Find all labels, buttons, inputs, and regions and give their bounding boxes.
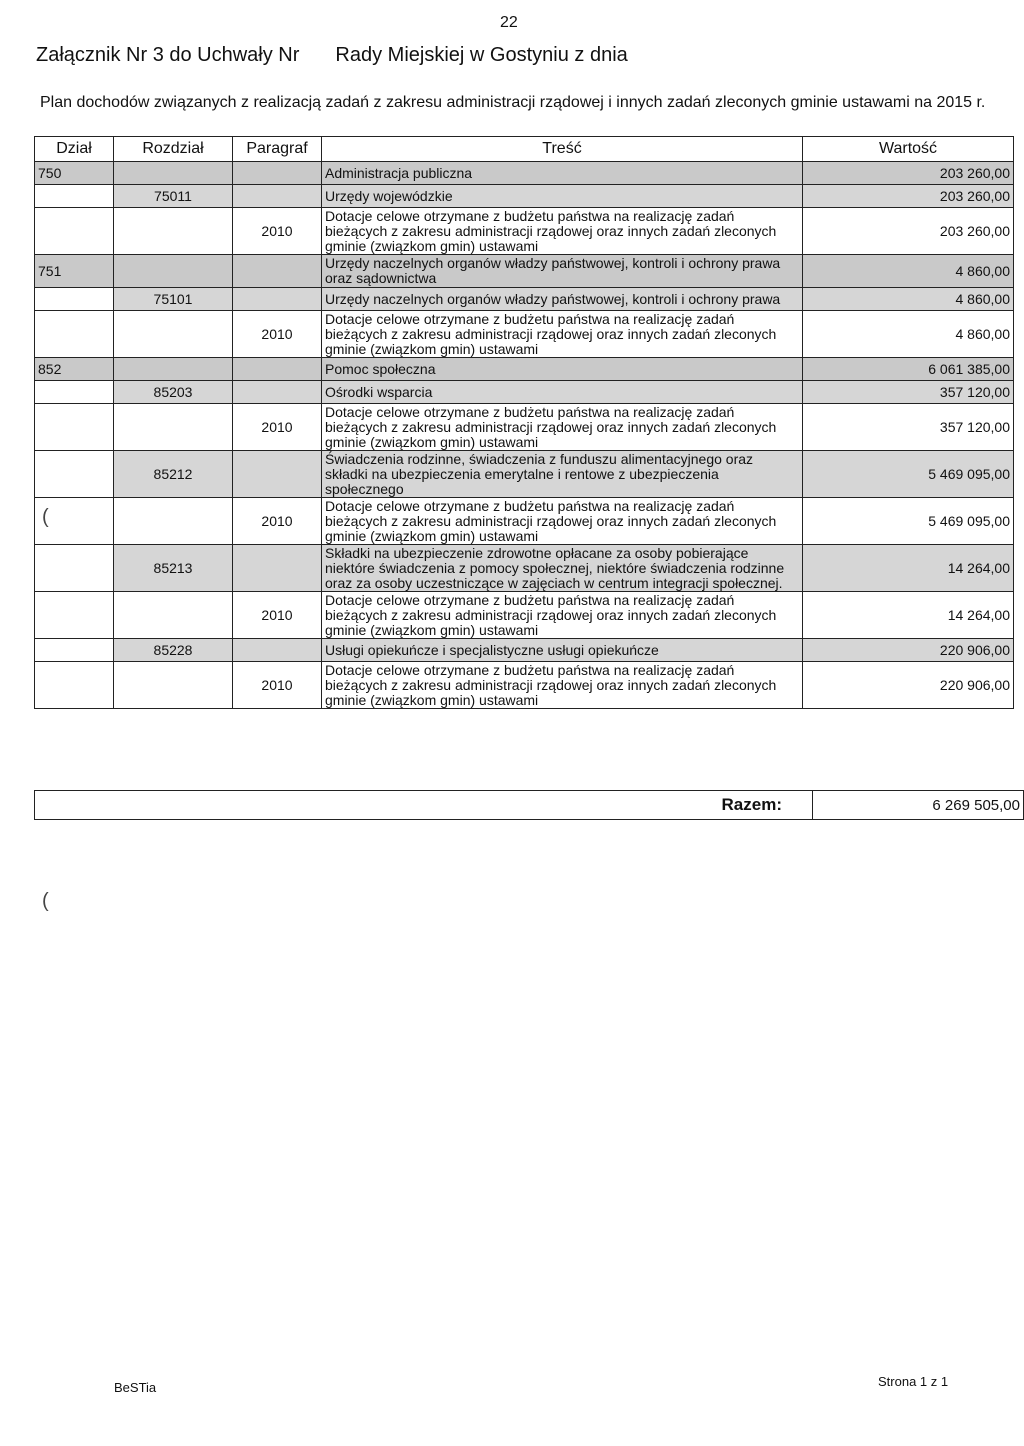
table-row-paragraf	[35, 404, 1014, 451]
total-table	[34, 790, 1024, 820]
cell-wartosc: 357 120,00	[803, 381, 1014, 404]
cell-dzial	[35, 288, 114, 311]
header-tresc: Treść	[322, 137, 803, 162]
cell-paragraf: 2010	[233, 592, 322, 639]
header-rozdzial: Rozdział	[114, 137, 233, 162]
cell-dzial	[35, 545, 114, 592]
cell-rozdzial	[114, 208, 233, 255]
cell-tresc: Ośrodki wsparcia	[322, 381, 803, 404]
table-row-rozdzial	[35, 185, 1014, 208]
page-number: 22	[500, 14, 518, 31]
cell-wartosc: 203 260,00	[803, 162, 1014, 185]
cell-tresc: Składki na ubezpieczenie zdrowotne opłacane za osoby pobierające niektóre świadczenia z pomocy społecznej, niektóre świadczenia rodzinne oraz za osoby uczestniczące w zajęciach w centrum integracji społecznej.	[322, 545, 803, 592]
cell-wartosc: 4 860,00	[803, 288, 1014, 311]
cell-wartosc: 220 906,00	[803, 639, 1014, 662]
cell-paragraf	[233, 185, 322, 208]
cell-wartosc: 6 061 385,00	[803, 358, 1014, 381]
cell-paragraf	[233, 288, 322, 311]
cell-tresc: Dotacje celowe otrzymane z budżetu państwa na realizację zadań bieżących z zakresu administracji rządowej oraz innych zadań zleconych gminie (związkom gmin) ustawami	[322, 208, 803, 255]
cell-dzial: 751	[35, 255, 114, 288]
table-header-row	[35, 137, 1014, 162]
cell-rozdzial	[114, 592, 233, 639]
cell-dzial	[35, 592, 114, 639]
header-dzial: Dział	[35, 137, 114, 162]
cell-wartosc: 220 906,00	[803, 662, 1014, 709]
cell-rozdzial: 75011	[114, 185, 233, 208]
cell-rozdzial	[114, 255, 233, 288]
cell-rozdzial	[114, 404, 233, 451]
cell-rozdzial	[114, 162, 233, 185]
cell-rozdzial: 85228	[114, 639, 233, 662]
table-row-rozdzial	[35, 381, 1014, 404]
cell-wartosc: 203 260,00	[803, 208, 1014, 255]
cell-dzial	[35, 404, 114, 451]
cell-paragraf	[233, 451, 322, 498]
cell-tresc: Pomoc społeczna	[322, 358, 803, 381]
cell-rozdzial	[114, 358, 233, 381]
cell-tresc: Urzędy wojewódzkie	[322, 185, 803, 208]
header-wartosc: Wartość	[803, 137, 1014, 162]
cell-rozdzial: 85203	[114, 381, 233, 404]
cell-tresc: Urzędy naczelnych organów władzy państwowej, kontroli i ochrony prawa oraz sądownictwa	[322, 255, 803, 288]
cell-tresc: Świadczenia rodzinne, świadczenia z funduszu alimentacyjnego oraz składki na ubezpieczenia emerytalne i rentowe z ubezpieczenia społecznego	[322, 451, 803, 498]
cell-tresc: Dotacje celowe otrzymane z budżetu państwa na realizację zadań bieżących z zakresu administracji rządowej oraz innych zadań zleconych gminie (związkom gmin) ustawami	[322, 498, 803, 545]
cell-dzial	[35, 311, 114, 358]
cell-dzial	[35, 451, 114, 498]
title-part-1: Załącznik Nr 3 do Uchwały Nr	[36, 44, 300, 66]
header-paragraf: Paragraf	[233, 137, 322, 162]
cell-tresc: Dotacje celowe otrzymane z budżetu państwa na realizację zadań bieżących z zakresu administracji rządowej oraz innych zadań zleconych gminie (związkom gmin) ustawami	[322, 404, 803, 451]
cell-paragraf	[233, 545, 322, 592]
cell-paragraf: 2010	[233, 498, 322, 545]
cell-tresc: Dotacje celowe otrzymane z budżetu państwa na realizację zadań bieżących z zakresu administracji rządowej oraz innych zadań zleconych gminie (związkom gmin) ustawami	[322, 662, 803, 709]
table-row-paragraf	[35, 662, 1014, 709]
margin-mark: (	[42, 506, 49, 528]
margin-mark: (	[42, 890, 49, 912]
cell-wartosc: 5 469 095,00	[803, 451, 1014, 498]
cell-paragraf: 2010	[233, 311, 322, 358]
cell-tresc: Dotacje celowe otrzymane z budżetu państwa na realizację zadań bieżących z zakresu administracji rządowej oraz innych zadań zleconych gminie (związkom gmin) ustawami	[322, 311, 803, 358]
table-row-rozdzial	[35, 451, 1014, 498]
cell-tresc: Urzędy naczelnych organów władzy państwowej, kontroli i ochrony prawa	[322, 288, 803, 311]
table-row-dzial	[35, 358, 1014, 381]
cell-wartosc: 14 264,00	[803, 592, 1014, 639]
cell-paragraf: 2010	[233, 208, 322, 255]
cell-tresc: Administracja publiczna	[322, 162, 803, 185]
cell-paragraf: 2010	[233, 404, 322, 451]
cell-paragraf	[233, 381, 322, 404]
cell-dzial	[35, 185, 114, 208]
table-row-dzial	[35, 162, 1014, 185]
total-value: 6 269 505,00	[813, 791, 1024, 820]
cell-rozdzial	[114, 662, 233, 709]
cell-rozdzial	[114, 311, 233, 358]
document-title	[36, 44, 628, 67]
cell-rozdzial: 85213	[114, 545, 233, 592]
cell-rozdzial	[114, 498, 233, 545]
cell-rozdzial: 85212	[114, 451, 233, 498]
table-row-rozdzial	[35, 639, 1014, 662]
table-row-rozdzial	[35, 545, 1014, 592]
table-row-rozdzial	[35, 288, 1014, 311]
cell-wartosc: 357 120,00	[803, 404, 1014, 451]
cell-tresc: Usługi opiekuńcze i specjalistyczne usługi opiekuńcze	[322, 639, 803, 662]
cell-dzial	[35, 662, 114, 709]
cell-dzial	[35, 208, 114, 255]
cell-dzial: 852	[35, 358, 114, 381]
table-row-dzial	[35, 255, 1014, 288]
cell-paragraf	[233, 358, 322, 381]
cell-dzial: 750	[35, 162, 114, 185]
total-label: Razem:	[35, 791, 813, 820]
cell-dzial	[35, 381, 114, 404]
cell-tresc: Dotacje celowe otrzymane z budżetu państwa na realizację zadań bieżących z zakresu administracji rządowej oraz innych zadań zleconych gminie (związkom gmin) ustawami	[322, 592, 803, 639]
table-row-paragraf	[35, 592, 1014, 639]
footer-software-name: BeSTia	[114, 1380, 157, 1395]
table-row-paragraf	[35, 311, 1014, 358]
total-row	[35, 791, 1024, 820]
cell-paragraf	[233, 162, 322, 185]
footer-page-indicator: Strona 1 z 1	[878, 1374, 949, 1389]
cell-paragraf: 2010	[233, 662, 322, 709]
cell-dzial	[35, 639, 114, 662]
table-row-paragraf	[35, 208, 1014, 255]
cell-paragraf	[233, 255, 322, 288]
cell-wartosc: 5 469 095,00	[803, 498, 1014, 545]
cell-paragraf	[233, 639, 322, 662]
cell-wartosc: 4 860,00	[803, 255, 1014, 288]
cell-wartosc: 4 860,00	[803, 311, 1014, 358]
cell-wartosc: 203 260,00	[803, 185, 1014, 208]
title-part-2: Rady Miejskiej w Gostyniu z dnia	[335, 44, 628, 66]
document-subtitle: Plan dochodów związanych z realizacją zadań z zakresu administracji rządowej i innych zadań zleconych gminie ustawami na 2015 r.	[40, 94, 986, 111]
cell-wartosc: 14 264,00	[803, 545, 1014, 592]
cell-rozdzial: 75101	[114, 288, 233, 311]
table-row-paragraf	[35, 498, 1014, 545]
income-plan-table	[34, 136, 1014, 709]
